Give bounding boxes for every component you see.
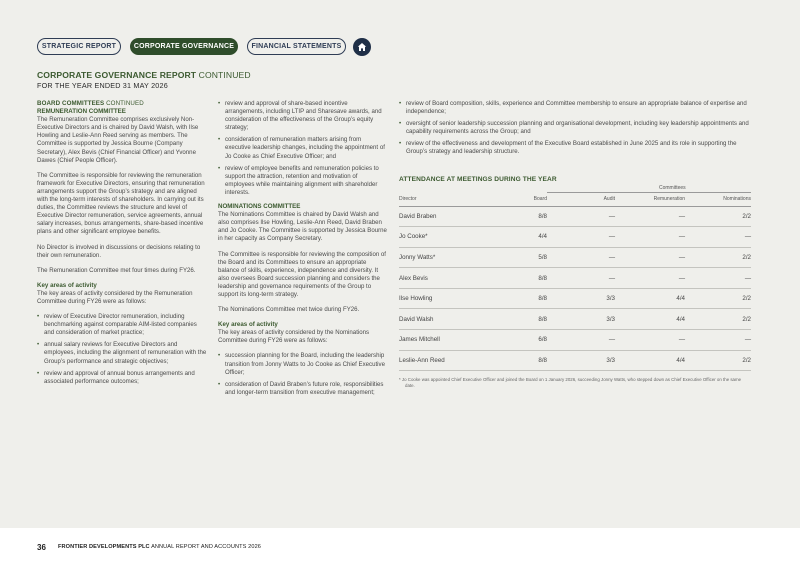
column-attendance [399, 100, 751, 161]
cell-audit: — [547, 247, 615, 268]
home-icon [357, 42, 367, 52]
cell-audit: 3/3 [547, 309, 615, 330]
cell-remuneration: 4/4 [615, 309, 685, 330]
section-heading [37, 100, 207, 108]
attendance-section [399, 176, 751, 389]
list-item: • review of the effectiveness and development of the Executive Board established in June 2025 and its role in supporting the Group’s strategy and leadership structure. [399, 140, 751, 156]
attendance-table [399, 193, 751, 371]
paragraph: No Director is involved in discussions or decisions relating to their own remuneration. [37, 243, 201, 259]
table-row [399, 330, 751, 351]
table-row [399, 350, 751, 371]
cell-remuneration: 4/4 [615, 350, 685, 371]
committees-label: Committees [659, 185, 686, 191]
list-item: • annual salary reviews for Executive Directors and employees, including the alignment of remuneration with the Group’s performance and strategic objectives; [37, 341, 207, 365]
section-heading-continued: CONTINUED [106, 100, 144, 107]
cell-remuneration: — [615, 247, 685, 268]
page-title-continued: CONTINUED [198, 70, 251, 80]
list-item: • consideration of David Braben’s future role, responsibilities and longer-term transition from executive management; [218, 381, 388, 397]
paragraph: The key areas of activity considered by the Remuneration Committee during FY26 were as follows: [37, 289, 193, 305]
cell-director: David Walsh [399, 309, 489, 330]
footer-company: FRONTIER DEVELOPMENTS PLC [58, 544, 150, 550]
bullet-list [218, 100, 388, 197]
tab-strategic-report[interactable]: STRATEGIC REPORT [37, 38, 121, 55]
paragraph: The Nominations Committee is chaired by David Walsh and also comprises Ilse Howling, Leslie-Ann Reed, David Braben and Jo Cooke. The Committee is supported by Jessica Bourne in her capacity as Company Secretary. [218, 211, 387, 243]
cell-board: 5/8 [489, 247, 547, 268]
cell-audit: — [547, 330, 615, 351]
page-number: 36 [37, 543, 46, 552]
committees-divider [547, 192, 751, 193]
paragraph: The key areas of activity considered by the Nominations Committee during FY26 were as follows: [218, 329, 370, 345]
list-item: • review and approval of annual bonus arrangements and associated performance outcomes; [37, 370, 207, 386]
key-areas-heading: Key areas of activity [37, 281, 97, 289]
cell-director: James Mitchell [399, 330, 489, 351]
list-item: • review of employee benefits and remuneration policies to support the attraction, retention and motivation of employees while maintaining alignment with shareholder interests. [218, 165, 388, 197]
list-item: • oversight of senior leadership succession planning and organisational development, including key leadership appointments and capability requirements across the Group; and [399, 120, 751, 136]
table-footnote: * Jo Cooke was appointed Chief Executive Officer and joined the Board on 1 January 2026, succeeding Jonny Watts, who stepped down as Chief Executive Officer on the same date. [399, 377, 742, 389]
cell-director: Jonny Watts* [399, 247, 489, 268]
bullet-list [399, 100, 751, 157]
cell-director: David Braben [399, 206, 489, 227]
column-header-director: Director [399, 193, 489, 206]
cell-nominations: 2/2 [685, 247, 751, 268]
cell-director: Leslie-Ann Reed [399, 350, 489, 371]
cell-remuneration: — [615, 330, 685, 351]
paragraph: The Remuneration Committee comprises exclusively Non-Executive Directors and is chaired by David Walsh, with Ilse Howling and Leslie-Ann Reed serving as members. The Committee is supported by Jessica Bourne (Company Secretary), Alex Bevis (Chief Financial Officer) and Yvonne Dawes (Chief People Officer). [37, 116, 199, 164]
cell-audit: — [547, 268, 615, 289]
cell-nominations: — [685, 330, 751, 351]
bullet-list [37, 313, 207, 386]
cell-audit: — [547, 227, 615, 248]
cell-nominations: 2/2 [685, 309, 751, 330]
cell-remuneration: — [615, 206, 685, 227]
list-item: • review of Board composition, skills, experience and Committee membership to ensure an appropriate balance of expertise and independence; [399, 100, 751, 116]
page-subtitle: FOR THE YEAR ENDED 31 MAY 2026 [37, 81, 168, 90]
table-header-row [399, 193, 751, 206]
column-header-remuneration: Remuneration [615, 193, 685, 206]
cell-board: 8/8 [489, 268, 547, 289]
cell-audit: 3/3 [547, 288, 615, 309]
cell-board: 6/8 [489, 330, 547, 351]
list-item: • consideration of remuneration matters arising from executive leadership changes, including the appointment of Jo Cooke as Chief Executive Officer; and [218, 136, 388, 160]
section-heading-main: BOARD COMMITTEES [37, 100, 105, 107]
nominations-committee-heading: NOMINATIONS COMMITTEE [218, 203, 301, 211]
column-remuneration [37, 100, 207, 390]
cell-nominations: 2/2 [685, 288, 751, 309]
list-item: • review and approval of share-based incentive arrangements, including LTIP and Sharesave awards, and consideration of the effectiveness of the Group’s equity strategy; [218, 100, 388, 132]
cell-director: Alex Bevis [399, 268, 489, 289]
footer-report: ANNUAL REPORT AND ACCOUNTS 2026 [151, 544, 261, 550]
list-item: • review of Executive Director remuneration, including benchmarking against comparable AIM-listed companies and consideration of market practice; [37, 313, 207, 337]
cell-board: 8/8 [489, 309, 547, 330]
column-nominations [218, 100, 388, 401]
column-header-nominations: Nominations [685, 193, 751, 206]
remuneration-committee-heading: REMUNERATION COMMITTEE [37, 108, 126, 116]
cell-board: 8/8 [489, 206, 547, 227]
column-header-audit: Audit [547, 193, 615, 206]
key-areas-heading: Key areas of activity [218, 321, 278, 329]
home-button[interactable] [353, 38, 371, 56]
cell-nominations: 2/2 [685, 206, 751, 227]
cell-remuneration: — [615, 227, 685, 248]
cell-nominations: — [685, 268, 751, 289]
cell-board: 4/4 [489, 227, 547, 248]
cell-audit: 3/3 [547, 350, 615, 371]
tab-corporate-governance[interactable]: CORPORATE GOVERNANCE [130, 38, 238, 55]
table-row [399, 247, 751, 268]
footer-text [58, 544, 261, 550]
table-row [399, 288, 751, 309]
cell-board: 8/8 [489, 288, 547, 309]
page-title-main: CORPORATE GOVERNANCE REPORT [37, 70, 197, 80]
list-item: • succession planning for the Board, including the leadership transition from Jonny Watts to Jo Cooke as Chief Executive Officer; [218, 352, 388, 376]
cell-audit: — [547, 206, 615, 227]
table-row [399, 309, 751, 330]
table-row [399, 206, 751, 227]
paragraph: The Nominations Committee met twice during FY26. [218, 306, 360, 314]
page-title [37, 70, 251, 80]
bullet-list [218, 352, 388, 396]
table-row [399, 227, 751, 248]
table-row [399, 268, 751, 289]
cell-nominations: 2/2 [685, 350, 751, 371]
tab-financial-statements[interactable]: FINANCIAL STATEMENTS [247, 38, 346, 55]
attendance-heading: ATTENDANCE AT MEETINGS DURING THE YEAR [399, 176, 557, 183]
paragraph: The Remuneration Committee met four times during FY26. [37, 266, 196, 274]
cell-director: Jo Cooke* [399, 227, 489, 248]
cell-remuneration: — [615, 268, 685, 289]
cell-director: Ilse Howling [399, 288, 489, 309]
cell-board: 8/8 [489, 350, 547, 371]
paragraph: The Committee is responsible for reviewing the remuneration framework for Executive Directors, ensuring that remuneration arrangements support the Group’s strategy and are aligned with the long-term interests of shareholders. In carrying out its duties, the Committee reviews the structure and level of Executive Director remuneration, service agreements, annual salary increases, bonus arrangements, share-based incentive plans and other significant employee benefits. [37, 171, 205, 236]
column-header-board: Board [489, 193, 547, 206]
cell-nominations: — [685, 227, 751, 248]
cell-remuneration: 4/4 [615, 288, 685, 309]
paragraph: The Committee is responsible for reviewing the composition of the Board and its Committees to ensure an appropriate balance of skills, experience, independence and diversity. It also oversees Board succession planning and considers the leadership and governance requirements of the Group to support its long-term strategy. [218, 250, 386, 298]
